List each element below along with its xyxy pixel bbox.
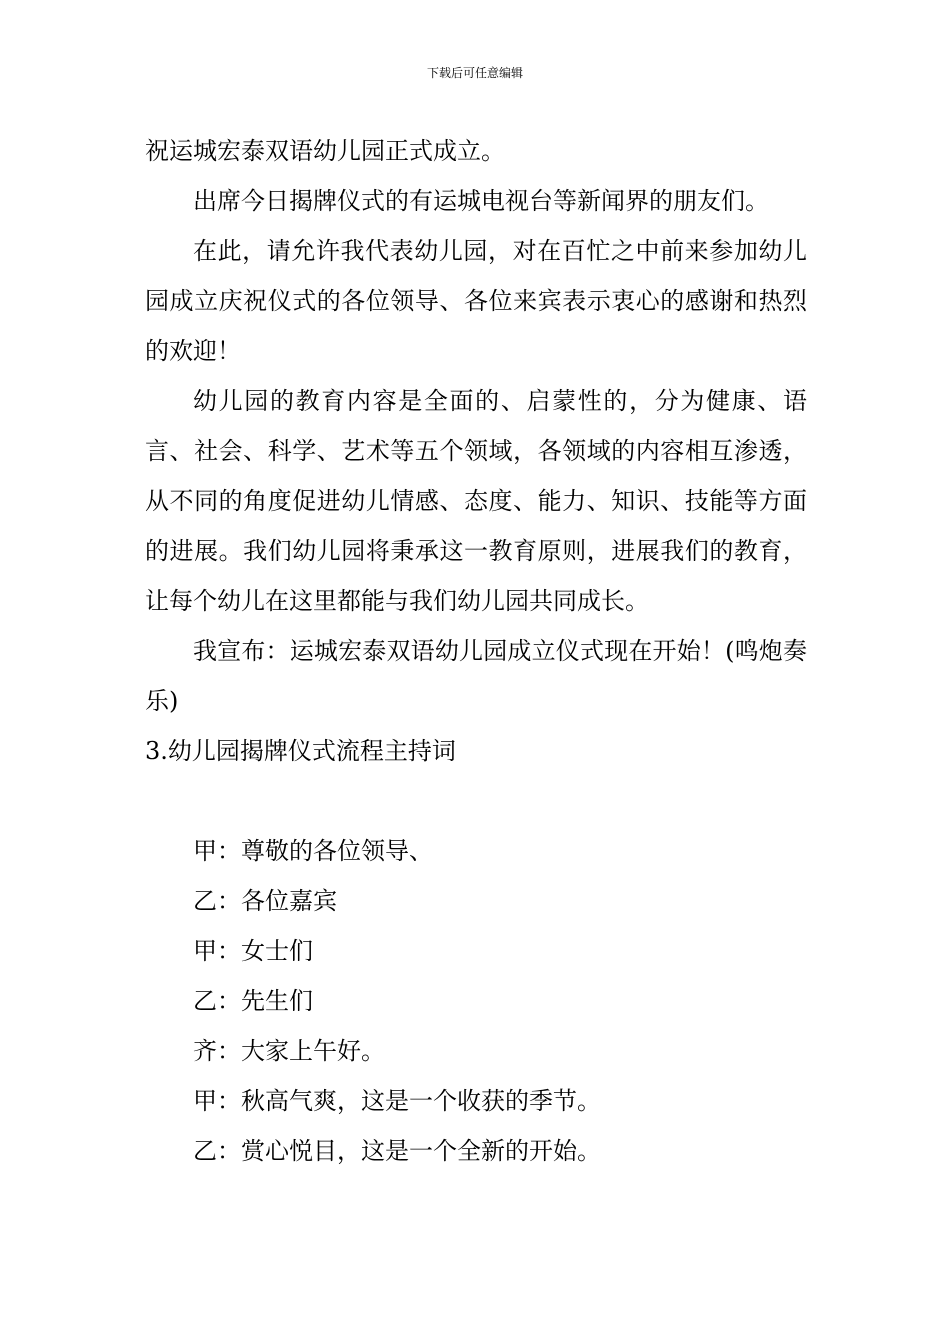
dialogue-line: 乙：各位嘉宾	[193, 887, 337, 915]
document-body	[145, 126, 807, 1176]
dialogue-line: 乙：先生们	[193, 987, 313, 1015]
dialogue-line: 甲：秋高气爽，这是一个收获的季节。	[193, 1087, 601, 1115]
dialogue-line: 甲：女士们	[193, 937, 313, 965]
page-header: 下载后可任意编辑	[426, 66, 523, 80]
paragraph-5: 我宣布：运城宏泰双语幼儿园成立仪式现在开始！(鸣炮奏乐)	[145, 637, 807, 715]
paragraph-3: 在此，请允许我代表幼儿园，对在百忙之中前来参加幼儿园成立庆祝仪式的各位领导、各位来宾表示衷心的感谢和热烈的欢迎！	[145, 237, 807, 365]
paragraph-2: 出席今日揭牌仪式的有运城电视台等新闻界的朋友们。	[193, 187, 769, 215]
dialogue-line: 齐：大家上午好。	[193, 1037, 385, 1065]
paragraph-4: 幼儿园的教育内容是全面的、启蒙性的，分为健康、语言、社会、科学、艺术等五个领域，各领域的内容相互渗透，从不同的角度促进幼儿情感、态度、能力、知识、技能等方面的进展。我们幼儿园将秉承这一教育原则，进展我们的教育，让每个幼儿在这里都能与我们幼儿园共同成长。	[145, 387, 807, 615]
blank-line	[145, 776, 807, 826]
dialogue-line: 甲：尊敬的各位领导、	[193, 837, 433, 865]
section-title: 3.幼儿园揭牌仪式流程主持词	[145, 737, 456, 765]
paragraph-1: 祝运城宏泰双语幼儿园正式成立。	[145, 137, 505, 165]
dialogue-line: 乙：赏心悦目，这是一个全新的开始。	[193, 1137, 601, 1165]
